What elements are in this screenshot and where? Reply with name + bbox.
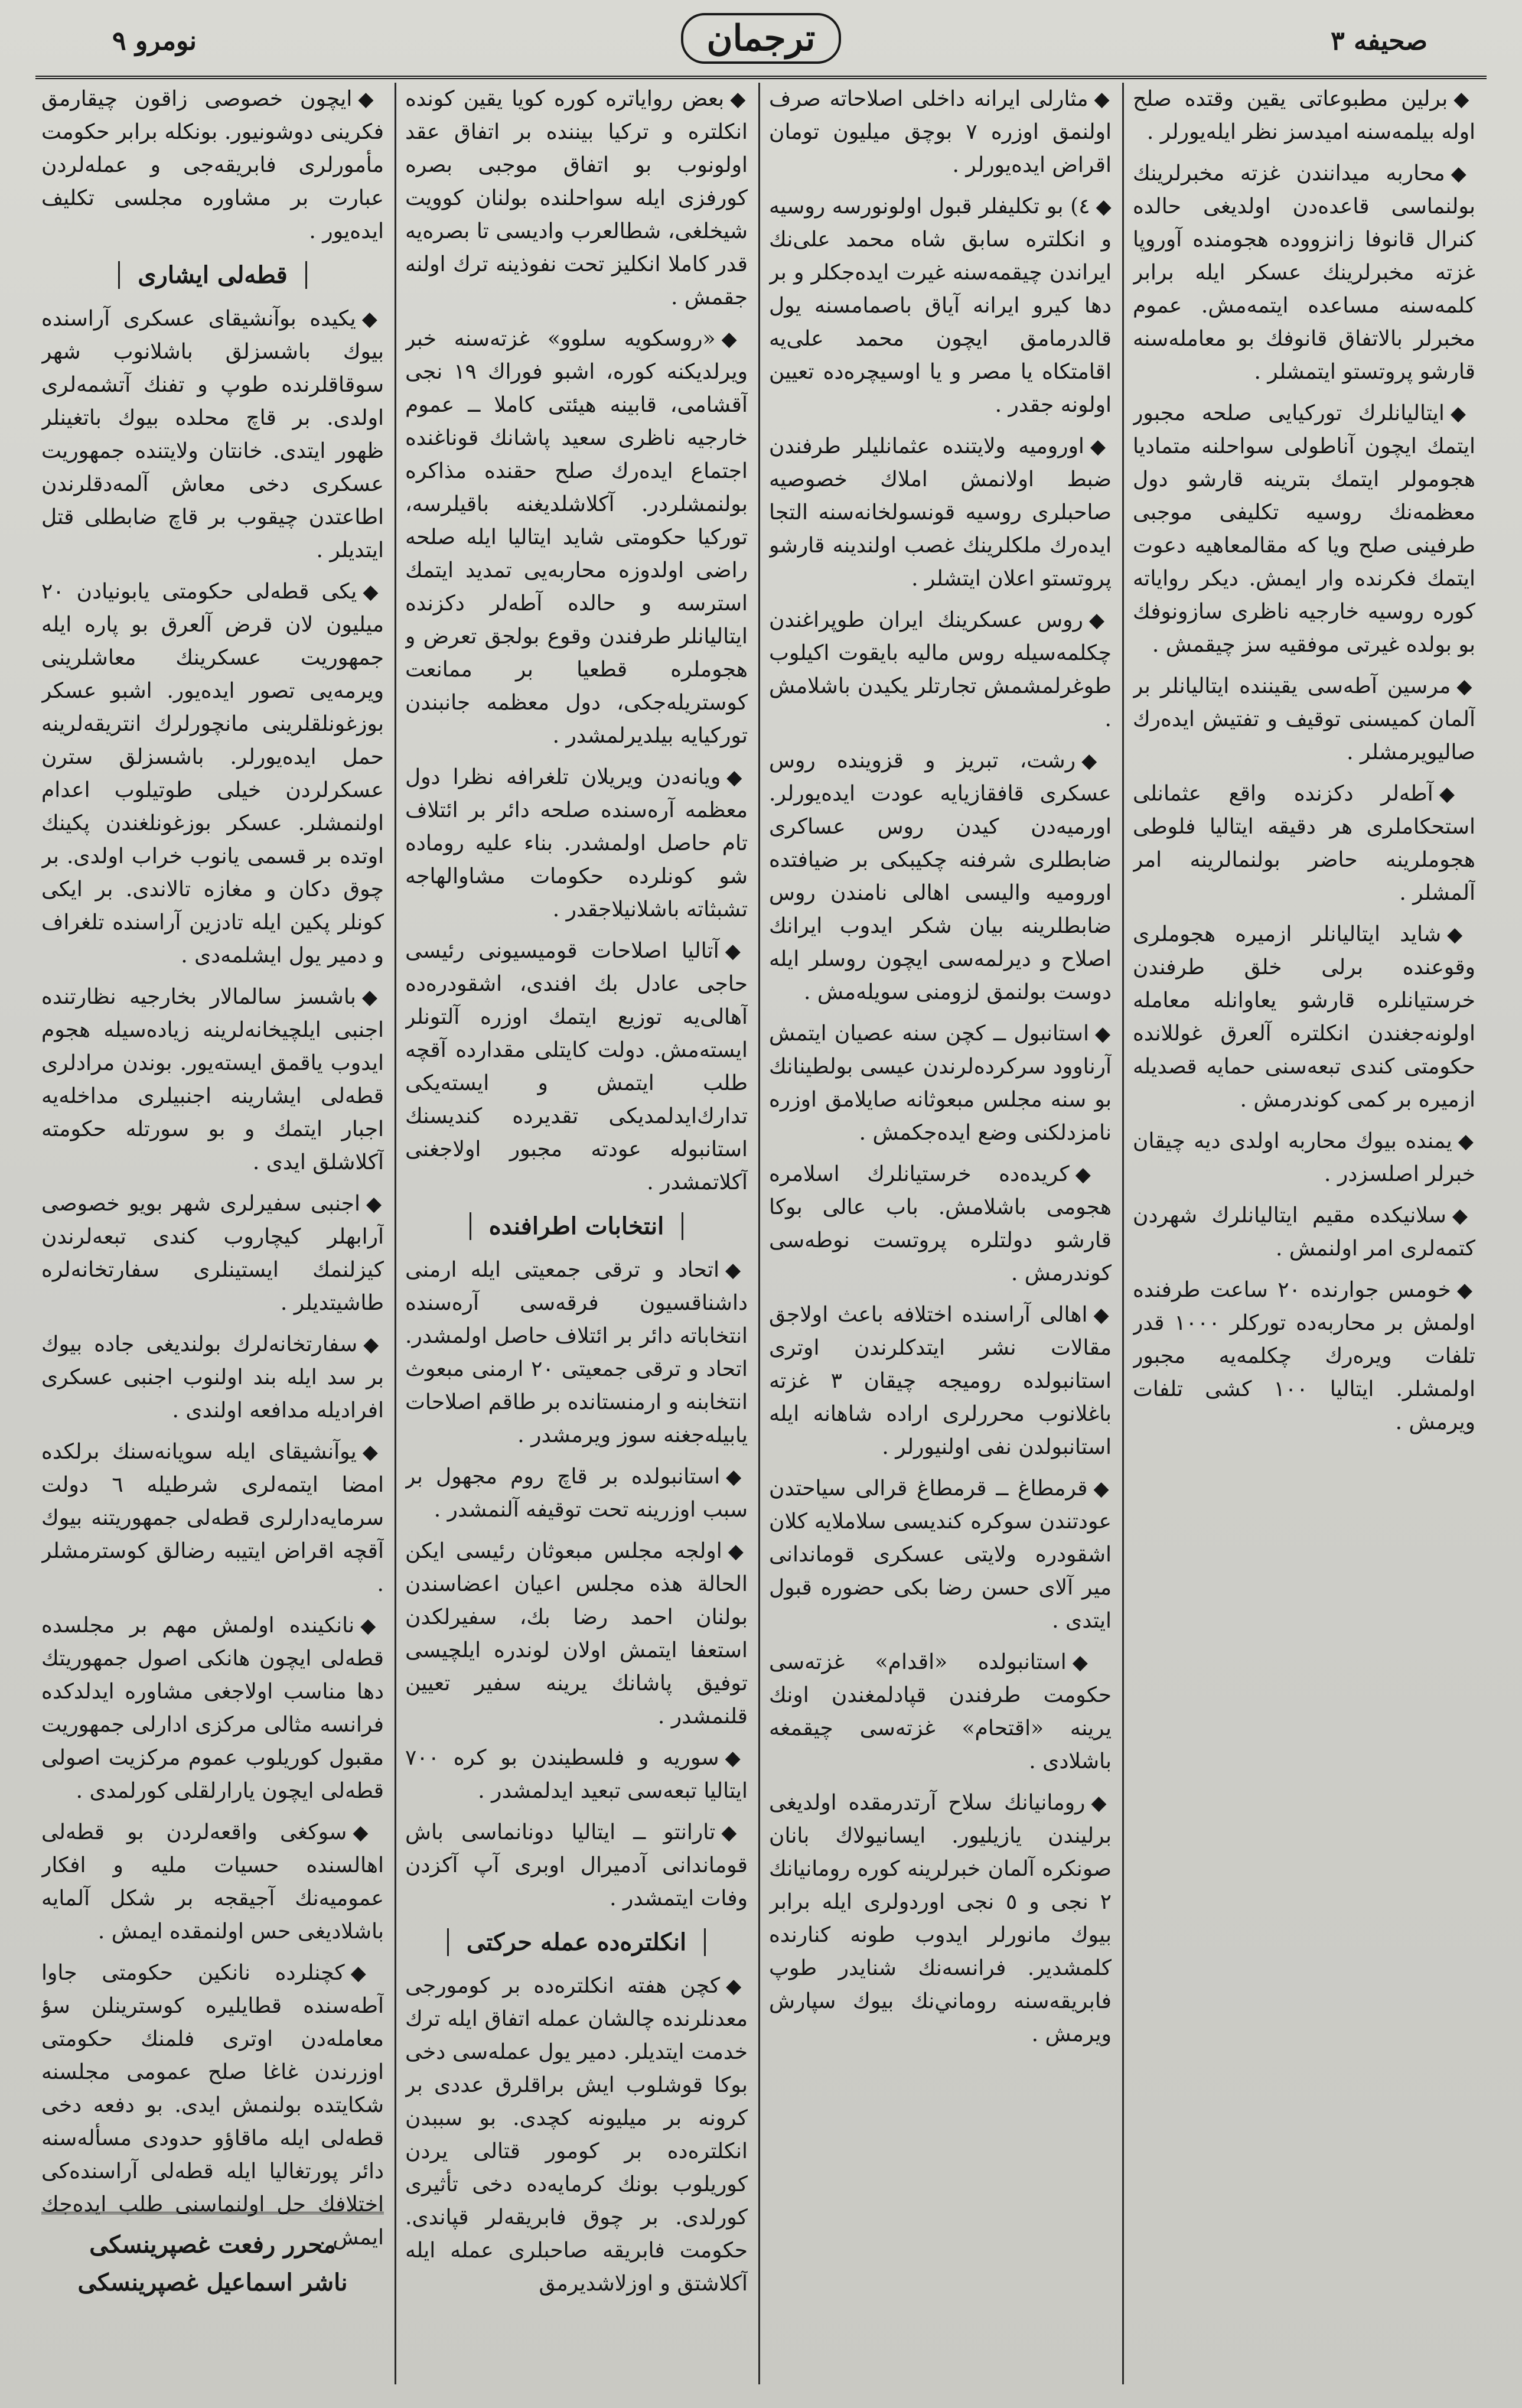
bullet-icon: ◆: [721, 327, 748, 351]
news-item: [769, 604, 1112, 736]
news-item: [769, 1646, 1112, 1778]
bullet-icon: ◆: [1447, 923, 1475, 946]
news-text: اتحاد و ترقی جمعيتی ايله ارمنی داشناقسيون فرقه‌سی آره‌سنده انتخاباته دائر بر ائتلاف حاصل اولمشدر. اتحاد و ترقی جمعيتی ٢٠ ارمنی مبعوث انتخابنه و ارمنستانده بر طاقم اصلاحات يابيله‌جغنه سوز ويرمشدر .: [405, 1258, 748, 1447]
column-1: [1133, 83, 1475, 2384]
bullet-icon: ◆: [362, 1440, 384, 1464]
bullet-icon: ◆: [730, 87, 748, 111]
bullet-icon: ◆: [350, 1961, 384, 1985]
column-2: [769, 83, 1112, 2384]
newspaper-title-text: ترجمان: [681, 13, 842, 64]
news-text: خومس جوارنده ٢٠ ساعت طرفنده اولمش بر محاربه‌ده توركلر ١٠٠٠ قدر تلفات ويره‌رك چكلمه‌يه مجبور اولمشلر. ايتاليا ١٠٠ كشی تلفات ويرمش .: [1133, 1278, 1475, 1434]
news-text: سفارتخانه‌لرك بولنديغی جاده بيوك بر سد ايله بند اولنوب اجنبی عسكری افراديله مدافعه اولندی .: [41, 1332, 384, 1423]
masthead: [35, 11, 1487, 79]
news-text: تارانتو ــ ايتاليا دونانماسی باش قوماندانی آدميرال اوبری آپ آكزدن وفات ايتمشدر .: [405, 1820, 748, 1911]
bullet-icon: ◆: [1088, 608, 1112, 632]
section-heading: [405, 1210, 748, 1243]
news-text: بعض رواياتره كوره كويا يقين كونده انكلتره و تركيا بيننده بر اتفاق عقد اولونوب بو اتفاق موجبی بصره كورفزی ايله سواحلنده بولنان كوويت شيخلغی، شطالعرب واديسی تا بصره‌يه قدر كاملا انكليز تحت نفوذينه ترك اولنه‌ جقمش .: [405, 87, 748, 310]
news-item: [41, 1187, 384, 1320]
news-text: اهالی آراسنده اختلافه باعث اولاجق مقالات نشر ايتدكلرندن اوتری استانبولده روميجه چيقان ٣ غزته باغلانوب محررلری اراده شاهانه ايله استانبولدن نفی اولنيورلر .: [769, 1303, 1112, 1459]
bullet-icon: ◆: [361, 307, 384, 331]
news-item: [41, 1328, 384, 1427]
news-text: يمنده بيوك محاربه اولدی ديه چيقان خبرلر اصلسزدر .: [1133, 1129, 1475, 1186]
bullet-icon: ◆: [726, 766, 748, 789]
news-item: [41, 1816, 384, 1948]
news-text: يكی قطه‌لی حكومتی يابونيادن ٢٠ ميليون لان قرض آلعرق بو پاره ايله جمهوريت عسكرينك معاشلرينی ويرمه‌يی تصور ايده‌يور. اشبو عسكر بوزغونلقلرينی مانچورلرك انتريقه‌لرينه حمل ايده‌يورلر. باشسزلق سترن عسكرلردن خيلی طوتيلوب اعدام اولنمشلر. عسكر بوزغونلغندن پكينك اوتده بر قسمی يانوب خراب اولدی. بر چوق دكان و مغازه تالاندی. بر ايكی كونلر پكين ايله تادزين آراسنده تلغراف و دمير يول ايشلمه‌دی .: [41, 580, 384, 968]
news-text: ويانه‌دن ويريلان تلغرافه نظرا دول معظمه آره‌سنده صلحه دائر بر ائتلاف تام حاصل اولمشدر. بناء عليه روماده شو كونلرده حكومات مشاوالهاجه تشبثاته باشلانيلاجقدر .: [405, 765, 748, 922]
column-4: [41, 83, 384, 2384]
bullet-icon: ◆: [361, 985, 384, 1009]
news-text: استانبول ــ كچن سنه عصيان ايتمش آرناوود سركرده‌لرندن عيسی بولطينانك بو سنه مجلس مبعوثانه صايلامق اوزره نامزدلكنی وضع ايده‌جكمش .: [769, 1021, 1112, 1145]
column-3: [405, 83, 748, 2384]
news-text: كچنلرده نانكين حكومتی جاوا آطه‌سنده قطايليره كوسترينلن سؤ معامله‌دن اوتری فلمنك حكومتی اوزرندن غاغا صلح عمومی مجلسنه شكايتده بولنمش ايدی. بو دفعه دخی قطه‌لی ايله ماقاؤو حدودی مسأله‌سنه دائر پورتغاليا ايله قطه‌لی آراسنده‌كی اختلافك حل اولنماسنی طلب ايده‌جك ايمش .: [41, 1961, 384, 2250]
bullet-icon: ◆: [728, 1540, 748, 1563]
bullet-icon: ◆: [725, 939, 748, 963]
news-text: يوآنشيقای ايله سويانه‌سنك برلكده امضا ايتمه‌لری شرطيله ٦ دولت سرمايه‌دارلری قطه‌لی جمهوريتنه بيوك آقچه اقراض ايتيبه رضالق كوسترمشلر .: [41, 1440, 384, 1596]
section-heading-text: انكلتره‌ده عمله حركتی: [447, 1928, 706, 1956]
news-item: [769, 1017, 1112, 1150]
news-item: [769, 83, 1112, 182]
news-text: سوريه و فلسطيندن بو كره ٧٠٠ ايتاليا تبعه‌سی تبعيد ايدلمشدر .: [405, 1746, 748, 1803]
bullet-icon: ◆: [358, 87, 384, 111]
news-item: [769, 744, 1112, 1009]
bullet-icon: ◆: [1072, 1651, 1112, 1674]
news-text: يكيده بوآنشيقای عسكری آراسنده بيوك باشسزلق باشلانوب شهر سوقاقلرنده طوپ و تفنك آتشمه‌لری اولدی. بر قاچ محلده بيوك باتغينلر ظهور ايتدی. خانتان ولايتنده جمهوريت عسكری دخی معاش آلمه‌دقلرندن اطاعتدن چيقوب بر قاچ ضابطلی قتل ايتديلر .: [41, 307, 384, 562]
news-text: اجنبی سفيرلری شهر بويو خصوصی آرابهلر كيچاروب كندی تبعه‌لرندن كيزلنمك ايستينلری سفارتخانه‌لره طاشيتديلر .: [41, 1192, 384, 1315]
bullet-icon: ◆: [1090, 435, 1112, 458]
news-text: مرسين آطه‌سی يقيننده ايتاليانلر بر آلمان كميسنی توقيف و تفتيش ايده‌رك صاليويرمشلر .: [1133, 674, 1475, 764]
news-text: سوكغی واقعه‌لردن بو قطه‌لی اهالسنده حسيات مليه و افكار عموميه‌نك آجيقجه بر شكل آلمايه باشلاديغی حس اولنمقده ايمش .: [41, 1820, 384, 1944]
bullet-icon: ◆: [366, 1192, 384, 1216]
news-text: ايتاليانلرك توركيايی صلحه مجبور ايتمك ايچون آناطولی سواحلنه متماديا هجومولر ايتمك بترينه قارشو دول معظمه‌نك روسيه تكليفی موجبی طرفينی صلح ويا كه مقالمعاهيه دعوت ايتمك فكرنده وار ايمش. ديكر رواياته كوره روسيه خارجيه ناظری سازونوفك بو بولده غيرتی موفقيه‌ سز چيقمش .: [1133, 401, 1475, 657]
news-text: اوروميه ولايتنده عثمانليلر طرفندن ضبط اولانمش املاك خصوصيه صاحبلری روسيه قونسولخانه‌سنه التجا ايده‌رك ملكلرينك غصب اولندينه قارشو پروتستو اعلان ايتشلر .: [769, 434, 1112, 591]
news-item: [41, 1436, 384, 1601]
news-item: [1133, 397, 1475, 662]
column-divider: [1122, 83, 1124, 2384]
bullet-icon: ◆: [726, 1974, 748, 1998]
news-item: [41, 1609, 384, 1808]
bullet-icon: ◆: [725, 1258, 748, 1282]
news-text: قرمطاغ ــ قرمطاغ قرالی سياحتدن عودتندن سوكره كنديسی سلاملايه كلان اشقودره ولايتی عسكری قوماندانی مير آلای حسن رضا بكی حضوره قبول ايتدی .: [769, 1476, 1112, 1633]
news-item: [1133, 777, 1475, 910]
bullet-icon: ◆: [726, 1465, 748, 1489]
bullet-icon: ◆: [1093, 1477, 1112, 1501]
news-item: [405, 1254, 748, 1452]
bullet-icon: ◆: [353, 1821, 384, 1844]
news-item: [405, 1970, 748, 2300]
news-text: «روسكويه سلوو» غزته‌سنه خبر ويرلديكنه كوره، اشبو فوراك ١٩ نجی آقشامی، قابينه هيئتی كاملا ــ عموم خارجيه ناظری سعيد پاشانك قوناغنده اجتماع ايده‌رك صلح حقنده مذاكره بولنمشلردر. آكلاشلديغنه باقيلرسه، توركيا حكومتی شايد ايتاليا ايله صلحه راضی اولدوزه محاربه‌يی تمديد ايتمك استرسه و حالده آطه‌لر دكزنده ايتاليانلر طرفندن وقوع بولجق تعرض و هجوملره قطعيا بر ممانعت كوستريله‌جكی، دول معظمه جانبندن توركيايه بيلديرلمشدر .: [405, 327, 748, 748]
news-text: ايچون خصوصی زاقون چيقارمق فكرينی دوشونيور. بونكله برابر حكومت مأمورلری فابريقه‌جی و عمله‌لردن عبارت بر مشاوره مجلسی تكليف ايده‌يور .: [41, 87, 384, 243]
news-text: ٤) بو تكليفلر قبول اولونورسه روسيه و انكلتره سابق شاه محمد علی‌نك ايراندن چيقمه‌سنه غيرت ايده‌جكلر و بر دها كيرو ايرانه آياق باصمامسنه يول قالدرمامق ايچون محمد علی‌يه اقامتكاه يا مصر و يا اوسيچره‌ده تعيين اولونه‌ جقدر .: [769, 194, 1112, 417]
news-item: [405, 83, 748, 314]
news-text: نانكينده اولمش مهم بر مجلسده قطه‌لی ايچون هانكی اصول جمهوريتك دها مناسب اولاجغی مشاوره ايدلدكده فرانسه مثالی مركزی ادارلی جمهوريت مقبول كوريلوب عموم مركزيت اصولی قطه‌لی ايچون يارارلقلی كورلمدی .: [41, 1613, 384, 1803]
bullet-icon: ◆: [1453, 87, 1475, 111]
news-item: [405, 1535, 748, 1733]
editor-credit: محرر رفعت غصپرينسكی: [89, 2231, 336, 2259]
newspaper-title: [35, 18, 1487, 59]
bullet-icon: ◆: [1450, 402, 1475, 425]
news-item: [405, 761, 748, 926]
bullet-icon: ◆: [1081, 749, 1112, 773]
bullet-icon: ◆: [1458, 1130, 1475, 1153]
news-item: [41, 981, 384, 1179]
news-text: استانبولده بر قاچ روم مجهول بر سبب اوزرينه تحت توقيفه آلنمشدر .: [405, 1465, 748, 1522]
news-text: رشت، تبريز و قزوينده روس عسكری قافقازيايه عودت ايده‌يورلر. اورميه‌دن كيدن روس عساكری ضابطلری شرفنه چكيبكی بر ضيافتده اوروميه واليسی اهالی نامندن روس ضابطلرينه بيان شكر ايدوب ايرانك اصلاح و ديرلمه‌سی ايچون روسلر ايله دوست بولنمق لزومنی سويله‌مش .: [769, 749, 1112, 1004]
news-text: كچن هفته انكلتره‌ده بر كومورجی معدنلرنده چالشان عمله اتفاق ايله ترك خدمت ايتديلر. دمير يول عمله‌سی دخی بوكا قوشلوب ايش براقلرق عددی بر كرونه بر ميليونه كچدی. بو سببدن انكلتره‌ده بر كومور قتالی يردن كوريلوب بونك كرمايه‌ده دخی تأثيری كورلدی. بر چوق فابريقه‌لر قپاندی. حكومت فابريقه صاحبلری عمله ايله آكلاشتق و اوزلاشديرمق: [405, 1974, 748, 2296]
news-text: سلانيكده مقيم ايتاليانلرك شهردن كتمه‌لری امر اولنمش .: [1133, 1203, 1475, 1261]
news-text: باشسز سالمالار بخارجيه نظارتنده اجنبی ايلچيخانه‌لرينه زياده‌سيله هجوم ايدوب ياقمق ايسته‌يور. بوندن مراد‌لری قطه‌لی ايشارينه اجنبيلری مداخله‌يه اجبار ايتمك و بو سورتله حكومته آكلاشلق ايدی .: [41, 985, 384, 1174]
news-item: [41, 575, 384, 972]
issue-number: نومرو ٩: [112, 26, 197, 56]
news-item: [405, 1742, 748, 1808]
news-item: [769, 430, 1112, 596]
news-text: اولجه مجلس مبعوثان رئيسی ايكن الحالة هذه مجلس اعيان اعضاسندن بولنان احمد رضا بك، سفيرلكدن استعفا ايتمش اولان لوندره ايلچيسی توفيق پاشانك يرينه سفير تعيين قلنمشدر .: [405, 1539, 748, 1729]
column-divider: [758, 83, 760, 2384]
news-text: رومانيانك سلاح آرتدرمقده اولديغی برليندن يازيليور. ايسانيولاك بانان صونكره آلمان خبرلرينه كوره رومانيانك ٢ نجی و ٥ نجی اوردولری ايله برابر بيوك مانورلر ايدوب طونه كنارنده كلمشدير. فرانسه‌نك شنايدر طوپ فابريقه‌سنه روماني‌نك بيوك سپارش ويرمش .: [769, 1791, 1112, 2046]
bullet-icon: ◆: [721, 1821, 748, 1844]
bullet-icon: ◆: [363, 580, 384, 604]
news-item: [1133, 1274, 1475, 1439]
news-item: [405, 935, 748, 1199]
news-item: [41, 1957, 384, 2254]
news-item: [41, 302, 384, 567]
bullet-icon: ◆: [1096, 195, 1112, 219]
news-item: [769, 190, 1112, 422]
news-item: [769, 1299, 1112, 1464]
bullet-icon: ◆: [1094, 87, 1112, 111]
news-item: [769, 1787, 1112, 2051]
news-item: [41, 83, 384, 248]
imprint: [41, 2212, 384, 2302]
bullet-icon: ◆: [1439, 782, 1475, 806]
news-item: [1133, 918, 1475, 1117]
bullet-icon: ◆: [1456, 1278, 1475, 1302]
section-heading: [41, 259, 384, 292]
news-item: [1133, 1199, 1475, 1265]
bullet-icon: ◆: [1075, 1163, 1112, 1186]
bullet-icon: ◆: [1456, 675, 1475, 698]
bullet-icon: ◆: [1093, 1303, 1112, 1327]
bullet-icon: ◆: [1451, 162, 1475, 186]
section-heading-text: قطه‌لی ايشاری: [118, 261, 307, 289]
news-item: [769, 1472, 1112, 1638]
column-divider: [395, 83, 396, 2384]
bullet-icon: ◆: [725, 1746, 748, 1770]
section-heading: [405, 1926, 748, 1959]
bullet-icon: ◆: [360, 1614, 384, 1638]
news-text: روس عسكرينك ايران طوپراغندن چكلمه‌سيله روس ماليه بايقوت اكيلوب طوغرلمشمش تجارتلر يكيدن باشلامش .: [769, 608, 1112, 731]
bullet-icon: ◆: [1091, 1791, 1112, 1815]
page-number: صحيفه ٣: [1331, 26, 1428, 56]
news-item: [1133, 157, 1475, 389]
news-text: كريده‌ده خرستيانلرك اسلامره هجومی باشلامش. باب عالی بوكا قارشو دولتلره پروتست نوطه‌سی كوندرمش .: [769, 1162, 1112, 1286]
news-text: محاربه ميدانندن غزته مخبرلرينك بولنماسی قاعده‌دن اولديغی حالده كنرال قانوفا زانزووده هجومنده آوروپا غزته مخبرلرينك عسكر ايله برابر كلمه‌سنه مساعده ايتمه‌مش. عموم مخبرلر بالاتفاق قانوفك بو معامله‌سنه قارشو پروتستو ايتمشلر .: [1133, 161, 1475, 384]
news-item: [769, 1158, 1112, 1290]
news-text: استانبولده «اقدام» غزته‌سی حكومت طرفندن قپادلمغندن اونك يرينه «اقتحام» غزته‌سی چيقمغه باشلادی .: [769, 1650, 1112, 1774]
news-item: [405, 1816, 748, 1915]
news-text: آتاليا اصلاحات قوميسيونی رئيسی حاجی عادل بك افندی، اشقودره‌ده آهالی‌يه توزيع ايتمك اوزره آلتونلر ايسته‌مش. دولت كايتلی مقدارده آقچه طلب ايتمش و ايسته‌يكی تدارك‌ايدلمديكی تقديرده كنديسنك استانبوله عودته مجبور اولاجغنی آكلاتمشدر .: [405, 939, 748, 1195]
bullet-icon: ◆: [1452, 1204, 1475, 1228]
news-item: [405, 323, 748, 753]
news-item: [1133, 1125, 1475, 1191]
section-heading-text: انتخابات اطرافنده: [470, 1212, 684, 1240]
publisher-credit: ناشر اسماعيل غصپرينسكی: [77, 2269, 348, 2296]
news-text: آطه‌لر دكزنده واقع عثمانلی استحكاملری هر دقيقه ايتاليا فلوطی هجوملرينه حاضر بولنمالرينه امر آلمشلر .: [1133, 782, 1475, 905]
news-text: برلين مطبوعاتی يقين وقتده صلح اوله بيلمه‌سنه اميدسز نظر ايله‌يورلر .: [1133, 87, 1475, 144]
bullet-icon: ◆: [363, 1333, 384, 1356]
news-item: [1133, 83, 1475, 149]
bullet-icon: ◆: [1094, 1022, 1112, 1046]
news-text: شايد ايتاليانلر ازميره هجوملری وقوعنده برلی خلق طرفندن خرستيانلره قارشو يعاوانله معامله اولونه‌جغندن انكلتره آلعرق غوللانده حكومتی كندی تبعه‌سنی حمايه قصديله ازميره بر كمی كوندرمش .: [1133, 922, 1475, 1112]
news-item: [1133, 670, 1475, 769]
news-text: مثارلی ايرانه داخلی اصلاحاته صرف اولنمق اوزره ٧ بوچق ميليون تومان اقراض ايده‌يورلر .: [769, 87, 1112, 177]
news-item: [405, 1460, 748, 1527]
